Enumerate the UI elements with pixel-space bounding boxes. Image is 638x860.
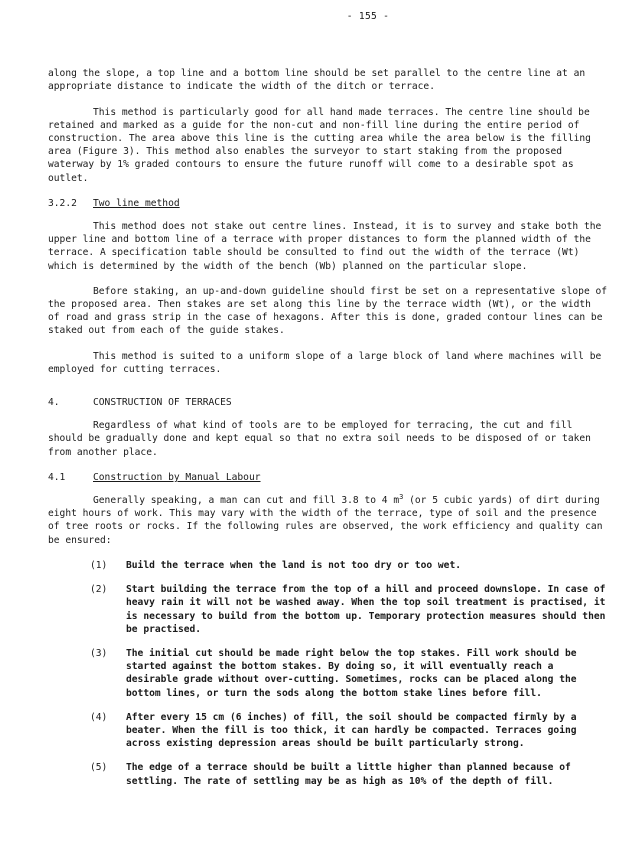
superscript-cubic: 3 [399, 492, 404, 501]
list-marker: (3) [90, 647, 108, 659]
paragraph-centre-line-method: This method is particularly good for all hand made terraces. The centre line should be retained and marked as a guide for the non-cut and non-fill line during the entire period of construction. The area above this line is the cutting area while the area below is the filling area (Figure 3). This method also enables the surveyor to start staking from the proposed waterway by 1% graded contours to ensure the future runoff will come to a desirable spot as outlet. [48, 106, 591, 184]
list-marker: (5) [90, 762, 108, 774]
list-item-text: The initial cut should be made right below the top stakes. Fill work should be started against the bottom stakes. By doing so, it will eventually reach a desirable grade without over-cutting. Sometimes, rocks can be placed along the bottom lines, or turn the sods along the bottom stake lines before fill. [126, 647, 577, 699]
paragraph-intro: along the slope, a top line and a bottom line should be set parallel to the centre line at an appropriate distance to indicate the width of the ditch or terrace. [48, 68, 586, 93]
section-title: Construction by Manual Labour [93, 471, 261, 483]
list-item [48, 559, 608, 572]
section-number: 3.2.2 [48, 197, 77, 209]
section-title: CONSTRUCTION OF TERRACES [93, 397, 232, 409]
section-heading-3-2-2 [48, 197, 608, 210]
rules-list [48, 559, 608, 788]
list-item-text: Start building the terrace from the top of a hill and proceed downslope. In case of heavy rain it will not be washed away. When the top soil treatment is practised, it is necessary to build from the bottom up. Temporary protection measures should then be practised. [126, 584, 606, 635]
paragraph-two-line-3: This method is suited to a uniform slope of a large block of land where machines will be employed for cutting terraces. [48, 350, 602, 375]
paragraph-construction: Regardless of what kind of tools are to be employed for terracing, the cut and fill should be gradually done and kept equal so that no extra soil needs to be disposed of or taken from another place. [48, 420, 591, 458]
paragraph-two-line-2: Before staking, an up-and-down guideline should first be set on a representative slope of the proposed area. Then stakes are set along this line by the terrace width (Wt), or the width of road and grass strip in the case of hexagons. After this is done, graded contour lines can be staked out from each of the guide stakes. [48, 285, 608, 337]
document-page [48, 10, 608, 799]
paragraph-manual-text-b: (or 5 cubic yards) of dirt during eight hours of work. This may vary with the width of the terrace, type of soil and the presence of tree roots or rocks. If the following rules are observed, the work efficiency and quality can be ensured: [48, 495, 603, 546]
list-item-text: The edge of a terrace should be built a little higher than planned because of settling. The rate of settling may be as high as 10% of the depth of fill. [126, 762, 571, 787]
list-item-text: After every 15 cm (6 inches) of fill, the soil should be compacted firmly by a beater. When the fill is too thick, it can hardly be compacted. Terraces going across existing depression areas should be built particularly strong. [126, 711, 577, 750]
section-title: Two line method [93, 197, 180, 209]
list-item-text: Build the terrace when the land is not too dry or too wet. [126, 559, 462, 571]
list-marker: (1) [90, 559, 108, 571]
paragraph-manual-text-a: Generally speaking, a man can cut and fill 3.8 to 4 m [93, 495, 400, 507]
list-item [48, 647, 608, 700]
list-item [48, 711, 608, 751]
page-number: - 155 - [346, 11, 390, 22]
list-marker: (4) [90, 711, 108, 723]
section-heading-4-1 [48, 471, 608, 484]
section-number: 4.1 [48, 471, 66, 483]
list-item [48, 761, 608, 787]
list-item [48, 583, 608, 636]
paragraph-two-line-1: This method does not stake out centre lines. Instead, it is to survey and stake both the upper line and bottom line of a terrace with proper distances to form the planned width of the terrace. A specification table should be consulted to find out the width of the terrace (Wt) which is determined by the width of the bench (Wb) planned on the particular slope. [48, 221, 602, 272]
section-number: 4. [48, 397, 60, 409]
list-marker: (2) [90, 584, 108, 596]
section-heading-4 [48, 396, 608, 409]
paragraph-manual-labour [48, 494, 608, 547]
